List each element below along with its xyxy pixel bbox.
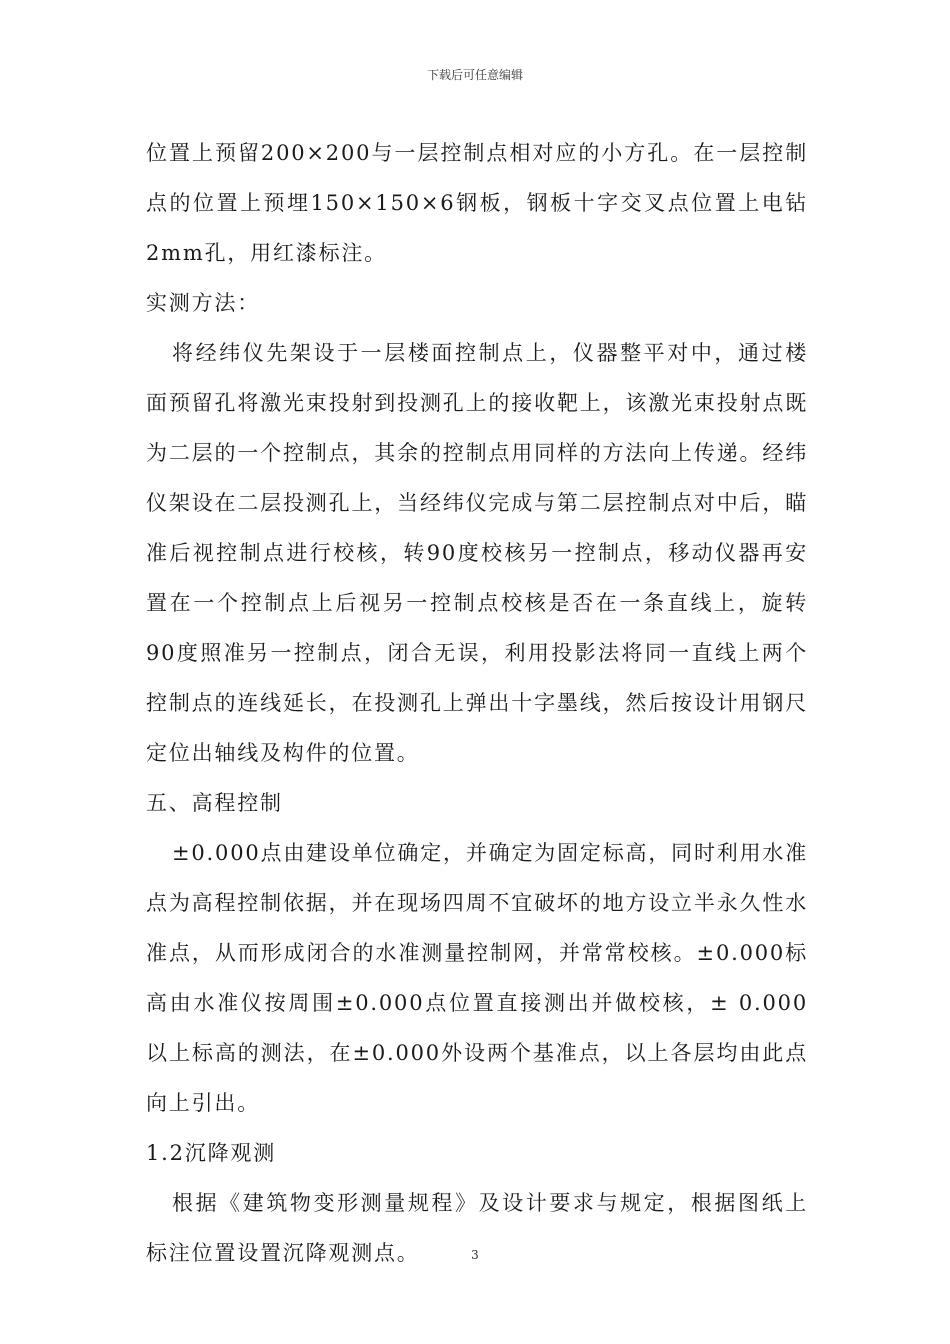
page-number: 3 <box>471 1248 479 1262</box>
paragraph-settlement-observation: 根据《建筑物变形测量规程》及设计要求与规定，根据图纸上标注位置设置沉降观测点。 <box>146 1191 808 1265</box>
heading-elevation-control: 五、高程控制 <box>146 791 283 815</box>
heading-settlement-observation: 1.2沉降观测 <box>146 1141 276 1165</box>
paragraph-elevation-control: ±0.000点由建设单位确定，并确定为固定标高，同时利用水准点为高程控制依据，并在现场四周不宜破坏的地方设立半永久性水准点，从而形成闭合的水准测量控制网，并常常校核。±0.000标高由水准仪按周围±0.000点位置直接测出并做校核，± 0.000以上标高的测法，在±0.000外设两个基准点，以上各层均由此点向上引出。 <box>146 841 808 1115</box>
document-body <box>146 128 808 1278</box>
heading-measurement-method: 实测方法： <box>146 291 260 315</box>
header-note: 下载后可任意编辑 <box>426 68 523 82</box>
paragraph-reserved-holes: 位置上预留200×200与一层控制点相对应的小方孔。在一层控制点的位置上预埋150×150×6钢板，钢板十字交叉点位置上电钻2mm孔，用红漆标注。 <box>146 141 808 265</box>
paragraph-theodolite-procedure: 将经纬仪先架设于一层楼面控制点上，仪器整平对中，通过楼面预留孔将激光束投射到投测孔上的接收靶上，该激光束投射点既为二层的一个控制点，其余的控制点用同样的方法向上传递。经纬仪架设在二层投测孔上，当经纬仪完成与第二层控制点对中后，瞄准后视控制点进行校核，转90度校核另一控制点，移动仪器再安置在一个控制点上后视另一控制点校核是否在一条直线上，旋转90度照准另一控制点，闭合无误，利用投影法将同一直线上两个控制点的连线延长，在投测孔上弹出十字墨线，然后按设计用钢尺定位出轴线及构件的位置。 <box>146 341 808 765</box>
